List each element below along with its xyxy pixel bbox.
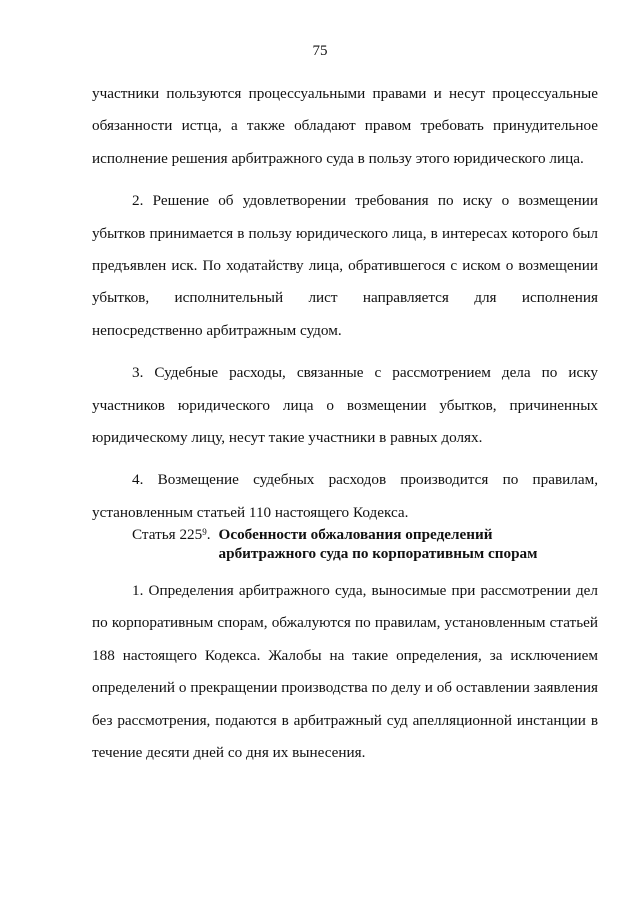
article-heading <box>132 525 598 563</box>
text-line: без рассмотрения, подаются в арбитражный суд апелляционной инстанции в <box>92 711 598 729</box>
text-line: 4. Возмещение судебных расходов производится по правилам, <box>132 471 598 489</box>
text-line: обязанности истца, а также обладают правом требовать принудительное <box>92 117 598 135</box>
text-line: непосредственно арбитражным судом. <box>92 321 342 339</box>
text-line: исполнение решения арбитражного суда в пользу этого юридического лица. <box>92 149 584 167</box>
text-line: участники пользуются процессуальными правами и несут процессуальные <box>92 85 598 102</box>
text-line: 3. Судебные расходы, связанные с рассмотрением дела по иску <box>132 364 598 382</box>
text-line: по корпоративным спорам, обжалуются по правилам, установленным статьей <box>92 614 598 632</box>
text-line: 2. Решение об удовлетворении требования по иску о возмещении <box>132 192 598 210</box>
text-line: участников юридического лица о возмещении убытков, причиненных <box>92 396 598 414</box>
paragraph-continuation <box>92 78 598 175</box>
article-title-line-2: арбитражного суда по корпоративным спорам <box>218 545 538 562</box>
text-line: 1. Определения арбитражного суда, выносимые при рассмотрении дел <box>132 582 598 599</box>
paragraph-item-4 <box>92 464 598 529</box>
article-title <box>219 525 538 563</box>
text-line: предъявлен иск. По ходатайству лица, обратившегося с иском о возмещении <box>92 257 598 275</box>
article-superscript: 9 <box>202 527 207 537</box>
article-label-suffix: . <box>206 526 211 543</box>
article-title-line-1: Особенности обжалования определений <box>218 526 493 543</box>
article-number: Статья 225 <box>132 526 203 543</box>
paragraph-item-3 <box>92 357 598 454</box>
text-line: определений о прекращении производства по делу и об оставлении заявления <box>92 679 598 697</box>
text-line: установленным статьей 110 настоящего Кодекса. <box>92 503 409 521</box>
text-line: 188 настоящего Кодекса. Жалобы на такие определения, за исключением <box>92 646 598 664</box>
paragraph-item-article-1 <box>92 575 598 769</box>
text-line: убытков, исполнительный лист направляется для исполнения <box>92 289 598 307</box>
page-number: 75 <box>312 43 328 59</box>
text-line: юридическому лицу, несут такие участники в равных долях. <box>92 429 483 447</box>
article-label <box>132 525 211 563</box>
text-line: течение десяти дней со дня их вынесения. <box>92 744 366 762</box>
document-body-top <box>92 78 598 529</box>
paragraph-item-2 <box>92 185 598 347</box>
document-body-bottom <box>92 575 598 769</box>
text-line: убытков принимается в пользу юридического лица, в интересах которого был <box>92 224 598 242</box>
